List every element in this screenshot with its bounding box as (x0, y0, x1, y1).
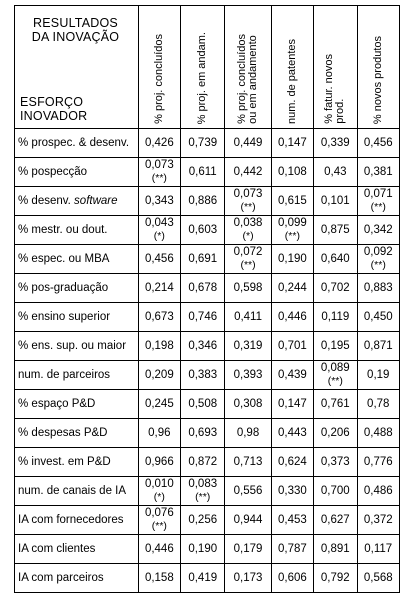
cell-value: 0,443 (278, 426, 307, 439)
significance-note: (**) (240, 201, 256, 213)
table-row (15, 216, 400, 245)
column-header-line: % proj. em andam. (196, 31, 209, 124)
table-cell (225, 129, 271, 158)
table-cell (138, 477, 180, 506)
significance-note: (**) (370, 201, 386, 213)
cell-value: 0,701 (278, 339, 307, 352)
table-cell (225, 216, 271, 245)
column-header (225, 6, 271, 129)
table-cell (271, 448, 313, 477)
row-label: IA com clientes (15, 535, 139, 564)
table-cell (314, 158, 357, 187)
cell-value: 0,450 (363, 310, 393, 323)
table-row (15, 158, 400, 187)
table-cell (181, 245, 225, 274)
table-cell (271, 477, 313, 506)
cell-value: 0,606 (278, 571, 307, 584)
table-cell (357, 390, 400, 419)
row-label: % espaço P&D (15, 390, 139, 419)
significance-note: (**) (151, 172, 167, 184)
cell-value: 0,190 (278, 252, 307, 265)
table-cell (357, 448, 400, 477)
cell-value: 0,119 (321, 310, 350, 323)
column-header-line: ou em andamento (247, 35, 260, 124)
effort-label-line: INOVADOR (20, 109, 88, 123)
cell-value: 0,426 (144, 136, 174, 149)
row-label: % despesas P&D (15, 419, 139, 448)
cell-value: 0,872 (188, 455, 218, 468)
table-cell (138, 274, 180, 303)
cell-value: 0,678 (188, 281, 218, 294)
table-cell (181, 216, 225, 245)
row-label: % ensino superior (15, 303, 139, 332)
cell-value: 0,346 (188, 339, 218, 352)
row-label: % desenv. software (15, 187, 139, 216)
cell-value: 0,179 (233, 542, 263, 555)
cell-value: 0,206 (320, 426, 350, 439)
cell-value: 0,038 (233, 217, 263, 229)
table-cell (138, 564, 180, 593)
cell-value: 0,076 (144, 507, 174, 519)
cell-value: 0,442 (233, 165, 263, 178)
table-cell (181, 274, 225, 303)
cell-value: 0,603 (188, 223, 218, 236)
cell-value: 0,083 (188, 478, 218, 490)
table-row (15, 129, 400, 158)
cell-value: 0,173 (233, 571, 263, 584)
cell-value: 0,486 (363, 484, 393, 497)
cell-value: 0,568 (363, 571, 393, 584)
cell-value: 0,245 (144, 397, 174, 410)
cell-value: 0,508 (188, 397, 218, 410)
table-cell (138, 390, 180, 419)
cell-value: 0,010 (144, 478, 174, 490)
cell-value: 0,702 (320, 281, 350, 294)
table-cell (357, 419, 400, 448)
table-cell (314, 216, 357, 245)
table-cell (357, 332, 400, 361)
significance-note: (*) (153, 491, 165, 503)
significance-note: (**) (151, 520, 167, 532)
column-header (181, 6, 225, 129)
table-cell (138, 506, 180, 535)
table-cell (271, 303, 313, 332)
cell-value: 0,713 (233, 455, 263, 468)
column-header-line: % fatur. novos (323, 54, 336, 124)
table-cell (225, 303, 271, 332)
table-cell (314, 274, 357, 303)
cell-value: 0,453 (278, 513, 307, 526)
corner-header (15, 6, 139, 129)
table-cell (271, 187, 313, 216)
cell-value: 0,147 (278, 397, 307, 410)
cell-value: 0,381 (363, 165, 393, 178)
cell-value: 0,256 (188, 513, 218, 526)
results-label (15, 16, 136, 44)
row-label: % espec. ou MBA (15, 245, 139, 274)
row-label: % ens. sup. ou maior (15, 332, 139, 361)
cell-value: 0,089 (320, 362, 350, 374)
cell-value: 0,372 (363, 513, 393, 526)
table-cell (138, 535, 180, 564)
cell-value: 0,96 (148, 426, 171, 439)
cell-value: 0,073 (233, 188, 263, 200)
cell-value: 0,308 (233, 397, 263, 410)
table-cell (314, 361, 357, 390)
column-header-line: num. de patentes (285, 38, 298, 124)
significance-note: (**) (327, 375, 343, 387)
cell-value: 0,615 (278, 194, 307, 207)
cell-value: 0,627 (320, 513, 350, 526)
table-row (15, 332, 400, 361)
table-cell (314, 448, 357, 477)
table-cell (271, 158, 313, 187)
cell-value: 0,700 (320, 484, 350, 497)
table-cell (314, 477, 357, 506)
table-cell (181, 535, 225, 564)
table-cell (138, 332, 180, 361)
row-label: IA com fornecedores (15, 506, 139, 535)
table-row (15, 390, 400, 419)
table-cell (357, 535, 400, 564)
column-header (314, 6, 357, 129)
cell-value: 0,073 (144, 159, 174, 171)
cell-value: 0,456 (363, 136, 393, 149)
column-header-line: % proj. concluídos (236, 34, 249, 124)
cell-value: 0,072 (233, 246, 263, 258)
table-cell (271, 129, 313, 158)
table-cell (357, 245, 400, 274)
cell-value: 0,883 (363, 281, 393, 294)
results-label-line: RESULTADOS (33, 16, 118, 30)
cell-value: 0,693 (188, 426, 218, 439)
cell-value: 0,776 (363, 455, 393, 468)
table-cell (181, 158, 225, 187)
row-label: % prospec. & desenv. (15, 129, 139, 158)
table-cell (314, 187, 357, 216)
table-row (15, 477, 400, 506)
cell-value: 0,411 (234, 310, 262, 323)
table-cell (225, 187, 271, 216)
table-cell (138, 448, 180, 477)
table-cell (181, 361, 225, 390)
row-label: % mestr. ou dout. (15, 216, 139, 245)
cell-value: 0,966 (144, 455, 174, 468)
table-cell (357, 216, 400, 245)
table-cell (181, 390, 225, 419)
table-cell (181, 477, 225, 506)
cell-value: 0,691 (188, 252, 218, 265)
table-cell (225, 245, 271, 274)
cell-value: 0,19 (367, 368, 390, 381)
table-cell (225, 361, 271, 390)
table-cell (314, 535, 357, 564)
cell-value: 0,339 (320, 136, 350, 149)
table-cell (314, 390, 357, 419)
table-cell (314, 245, 357, 274)
column-header (357, 6, 400, 129)
row-label: % invest. em P&D (15, 448, 139, 477)
table-cell (357, 158, 400, 187)
table-row (15, 535, 400, 564)
table-cell (225, 564, 271, 593)
cell-value: 0,446 (278, 310, 307, 323)
cell-value: 0,746 (188, 310, 218, 323)
table-cell (357, 187, 400, 216)
cell-value: 0,108 (278, 165, 307, 178)
cell-value: 0,101 (320, 194, 350, 207)
table-cell (271, 332, 313, 361)
cell-value: 0,673 (144, 310, 174, 323)
header-row (15, 6, 400, 129)
cell-value: 0,393 (233, 368, 263, 381)
table-cell (138, 187, 180, 216)
cell-value: 0,739 (188, 136, 218, 149)
table-row (15, 274, 400, 303)
table-cell (357, 506, 400, 535)
table-cell (271, 274, 313, 303)
cell-value: 0,383 (188, 368, 218, 381)
table-cell (225, 506, 271, 535)
cell-value: 0,071 (363, 188, 393, 200)
cell-value: 0,456 (144, 252, 174, 265)
effort-label-line: ESFORÇO (20, 95, 84, 109)
table-row (15, 419, 400, 448)
table-cell (138, 216, 180, 245)
table-cell (225, 158, 271, 187)
table-row (15, 187, 400, 216)
cell-value: 0,043 (144, 217, 174, 229)
cell-value: 0,640 (320, 252, 350, 265)
table-cell (314, 506, 357, 535)
table-cell (314, 332, 357, 361)
table-cell (138, 303, 180, 332)
table-cell (181, 448, 225, 477)
row-label: IA com parceiros (15, 564, 139, 593)
significance-note: (*) (242, 230, 254, 242)
table-cell (271, 419, 313, 448)
cell-value: 0,439 (278, 368, 307, 381)
table-cell (271, 564, 313, 593)
significance-note: (*) (153, 230, 165, 242)
column-header (138, 6, 180, 129)
column-header-line: % novos produtos (371, 35, 384, 124)
cell-value: 0,419 (188, 571, 218, 584)
effort-label (20, 95, 87, 123)
cell-value: 0,244 (278, 281, 307, 294)
table-row (15, 361, 400, 390)
cell-value: 0,787 (278, 542, 307, 555)
table-cell (138, 245, 180, 274)
cell-value: 0,190 (188, 542, 218, 555)
cell-value: 0,209 (144, 368, 174, 381)
table-cell (357, 303, 400, 332)
table-cell (181, 332, 225, 361)
table-cell (357, 361, 400, 390)
row-label: % pos-graduação (15, 274, 139, 303)
significance-note: (**) (240, 259, 256, 271)
cell-value: 0,099 (278, 217, 307, 229)
table-cell (181, 419, 225, 448)
column-header (271, 6, 313, 129)
column-header-line: % proj. concluídos (152, 34, 165, 124)
table-cell (225, 332, 271, 361)
table-cell (314, 303, 357, 332)
table-cell (357, 129, 400, 158)
table-row (15, 564, 400, 593)
column-header-line: prod. (334, 98, 347, 124)
table-row (15, 506, 400, 535)
cell-value: 0,43 (324, 165, 347, 178)
table-cell (314, 419, 357, 448)
table-cell (314, 129, 357, 158)
table-cell (271, 535, 313, 564)
table-cell (314, 564, 357, 593)
cell-value: 0,875 (320, 223, 350, 236)
cell-value: 0,330 (278, 484, 307, 497)
table-body (15, 129, 400, 593)
row-label: num. de parceiros (15, 361, 139, 390)
significance-note: (**) (370, 259, 386, 271)
table-row (15, 448, 400, 477)
cell-value: 0,342 (363, 223, 393, 236)
table-cell (225, 477, 271, 506)
table-cell (225, 535, 271, 564)
table-cell (271, 506, 313, 535)
cell-value: 0,624 (278, 455, 307, 468)
cell-value: 0,449 (233, 136, 263, 149)
results-table (14, 5, 400, 593)
cell-value: 0,198 (144, 339, 174, 352)
cell-value: 0,944 (233, 513, 263, 526)
table-cell (357, 564, 400, 593)
table-cell (225, 448, 271, 477)
table-cell (225, 419, 271, 448)
cell-value: 0,598 (233, 281, 263, 294)
table-cell (271, 216, 313, 245)
cell-value: 0,488 (363, 426, 393, 439)
table-row (15, 303, 400, 332)
row-label: % pospecção (15, 158, 139, 187)
cell-value: 0,117 (364, 542, 393, 555)
table-cell (225, 274, 271, 303)
table-cell (181, 564, 225, 593)
cell-value: 0,891 (320, 542, 350, 555)
table-row (15, 245, 400, 274)
table-cell (357, 477, 400, 506)
cell-value: 0,761 (320, 397, 350, 410)
row-label: num. de canais de IA (15, 477, 139, 506)
cell-value: 0,78 (367, 397, 390, 410)
table-cell (181, 129, 225, 158)
table-cell (225, 390, 271, 419)
cell-value: 0,886 (188, 194, 218, 207)
cell-value: 0,871 (363, 339, 393, 352)
cell-value: 0,214 (144, 281, 174, 294)
table-cell (271, 245, 313, 274)
table-cell (181, 187, 225, 216)
cell-value: 0,343 (144, 194, 174, 207)
cell-value: 0,147 (278, 136, 307, 149)
cell-value: 0,98 (236, 426, 260, 439)
cell-value: 0,556 (233, 484, 263, 497)
table-cell (271, 390, 313, 419)
table-cell (138, 419, 180, 448)
significance-note: (**) (195, 491, 211, 503)
table-cell (271, 361, 313, 390)
table-cell (181, 303, 225, 332)
results-label-line: DA INOVAÇÃO (31, 30, 120, 44)
cell-value: 0,792 (320, 571, 350, 584)
cell-value: 0,158 (144, 571, 174, 584)
table-cell (357, 274, 400, 303)
table-cell (181, 506, 225, 535)
cell-value: 0,611 (188, 165, 217, 178)
cell-value: 0,195 (320, 339, 350, 352)
significance-note: (**) (284, 230, 300, 242)
cell-value: 0,092 (363, 246, 393, 258)
table-cell (138, 361, 180, 390)
table-cell (138, 129, 180, 158)
cell-value: 0,446 (144, 542, 174, 555)
table-cell (138, 158, 180, 187)
cell-value: 0,373 (320, 455, 350, 468)
cell-value: 0,319 (233, 339, 263, 352)
